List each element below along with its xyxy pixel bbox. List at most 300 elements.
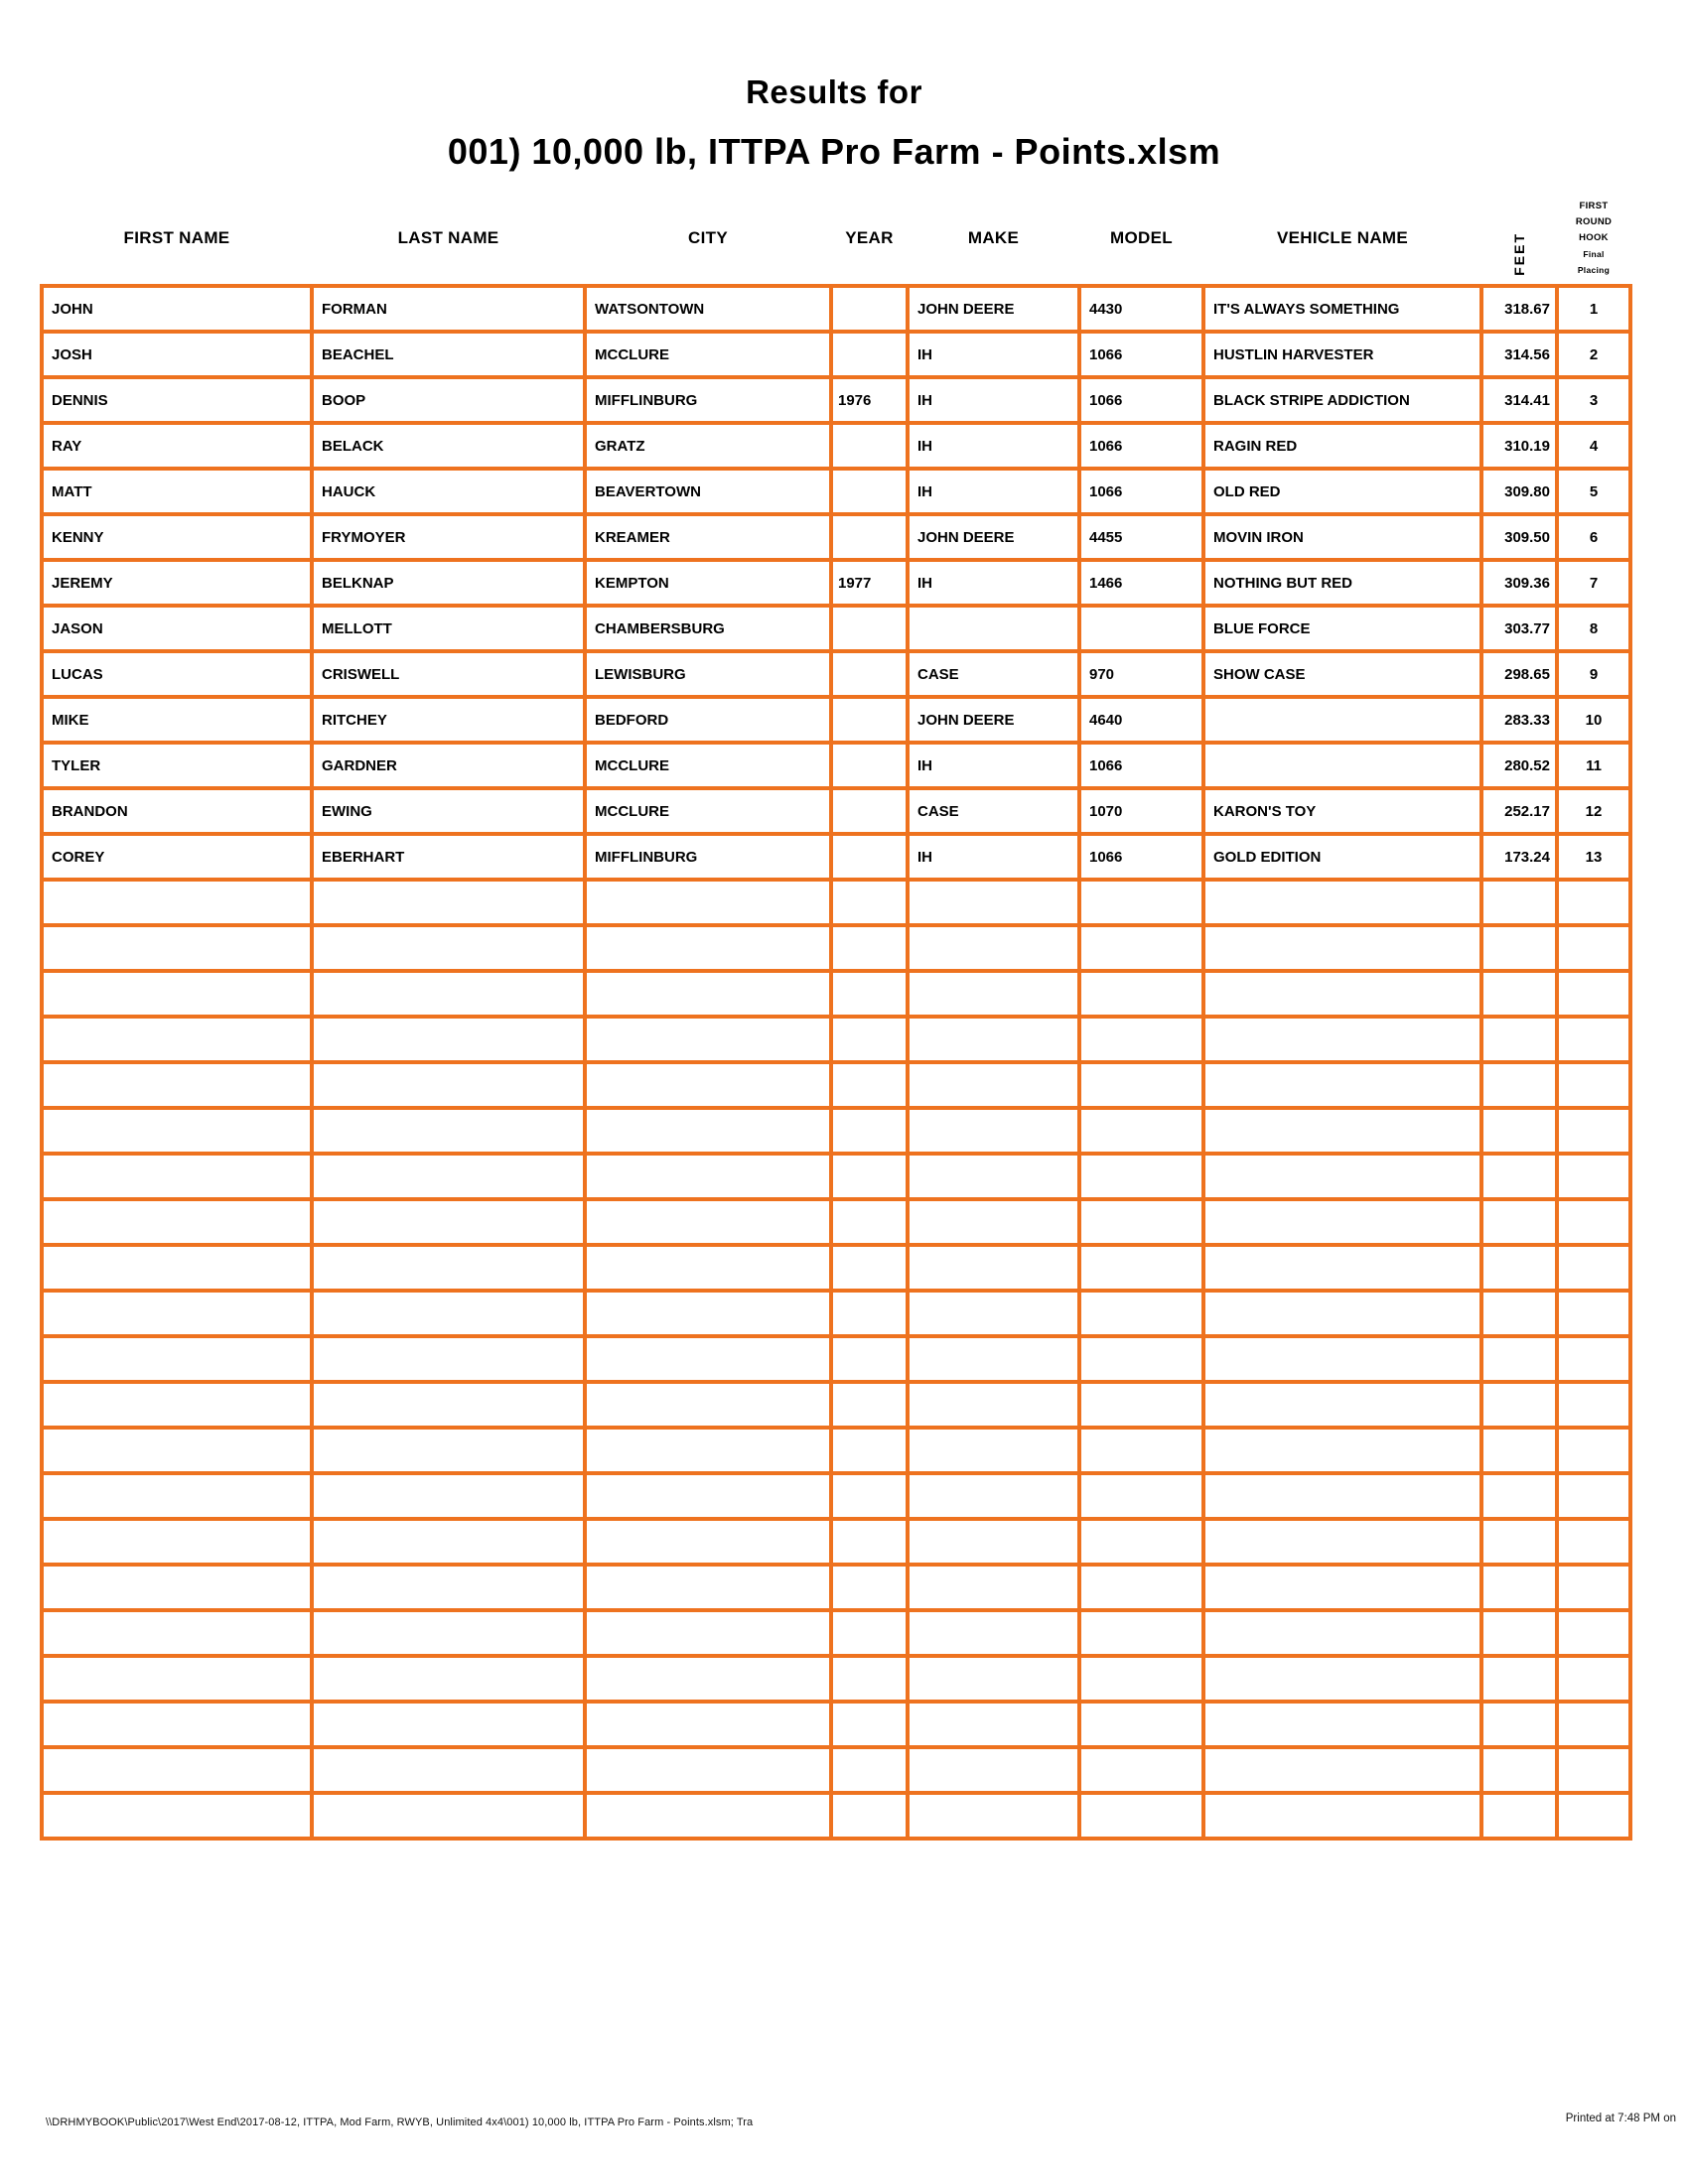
table-row (42, 834, 1630, 880)
placing-header-stack (1557, 199, 1630, 278)
cell-feet: 298.65 (1481, 651, 1557, 697)
cell-city (585, 1291, 831, 1336)
cell-first-name (42, 1565, 312, 1610)
cell-make (908, 1610, 1079, 1656)
cell-vehicle-name: GOLD EDITION (1203, 834, 1481, 880)
cell-last-name (312, 1473, 585, 1519)
feet-header-label: FEET (1511, 232, 1527, 276)
cell-placing (1557, 1291, 1630, 1336)
cell-vehicle-name: IT'S ALWAYS SOMETHING (1203, 286, 1481, 332)
cell-city: MIFFLINBURG (585, 377, 831, 423)
cell-city (585, 1336, 831, 1382)
cell-feet: 309.80 (1481, 469, 1557, 514)
cell-vehicle-name (1203, 1154, 1481, 1199)
cell-city: KREAMER (585, 514, 831, 560)
cell-first-name (42, 1291, 312, 1336)
cell-vehicle-name (1203, 1382, 1481, 1428)
cell-make (908, 971, 1079, 1017)
table-row (42, 377, 1630, 423)
cell-vehicle-name (1203, 880, 1481, 925)
cell-vehicle-name (1203, 1017, 1481, 1062)
cell-feet: 303.77 (1481, 606, 1557, 651)
cell-year (831, 286, 908, 332)
cell-first-name: MIKE (42, 697, 312, 743)
cell-model (1079, 1199, 1203, 1245)
table-row (42, 1473, 1630, 1519)
cell-feet (1481, 1336, 1557, 1382)
cell-model (1079, 1519, 1203, 1565)
table-row (42, 651, 1630, 697)
cell-feet (1481, 1017, 1557, 1062)
cell-vehicle-name (1203, 1473, 1481, 1519)
cell-model (1079, 606, 1203, 651)
cell-year: 1976 (831, 377, 908, 423)
cell-model (1079, 1017, 1203, 1062)
placing-header-line: FIRST (1579, 200, 1609, 211)
cell-last-name (312, 1702, 585, 1747)
cell-last-name (312, 880, 585, 925)
cell-model: 1066 (1079, 743, 1203, 788)
header-make: MAKE (967, 227, 1020, 247)
table-row (42, 697, 1630, 743)
cell-vehicle-name (1203, 1519, 1481, 1565)
cell-last-name: CRISWELL (312, 651, 585, 697)
cell-vehicle-name (1203, 1062, 1481, 1108)
cell-last-name: FORMAN (312, 286, 585, 332)
table-row (42, 1656, 1630, 1702)
cell-placing (1557, 925, 1630, 971)
cell-feet (1481, 1062, 1557, 1108)
cell-vehicle-name (1203, 1199, 1481, 1245)
cell-feet (1481, 1747, 1557, 1793)
cell-last-name (312, 1154, 585, 1199)
cell-city: KEMPTON (585, 560, 831, 606)
cell-year (831, 880, 908, 925)
cell-feet (1481, 1473, 1557, 1519)
cell-placing: 12 (1557, 788, 1630, 834)
table-row (42, 1017, 1630, 1062)
cell-city: BEAVERTOWN (585, 469, 831, 514)
cell-year (831, 1017, 908, 1062)
header-first-name: FIRST NAME (123, 227, 230, 247)
cell-year (831, 1245, 908, 1291)
cell-model: 1070 (1079, 788, 1203, 834)
cell-model: 1066 (1079, 834, 1203, 880)
results-table-body (42, 286, 1630, 1839)
cell-year (831, 1062, 908, 1108)
cell-make: JOHN DEERE (908, 514, 1079, 560)
cell-year (831, 332, 908, 377)
cell-feet (1481, 925, 1557, 971)
table-row (42, 1702, 1630, 1747)
header-feet (1481, 192, 1557, 286)
cell-last-name: EWING (312, 788, 585, 834)
cell-make (908, 1154, 1079, 1199)
cell-year (831, 1656, 908, 1702)
cell-placing (1557, 880, 1630, 925)
cell-feet: 283.33 (1481, 697, 1557, 743)
cell-last-name (312, 925, 585, 971)
cell-first-name (42, 1793, 312, 1839)
header-city: CITY (688, 227, 728, 247)
table-row (42, 1291, 1630, 1336)
cell-year (831, 788, 908, 834)
header-model: MODEL (1110, 227, 1173, 247)
table-row (42, 1382, 1630, 1428)
cell-city: MCCLURE (585, 332, 831, 377)
cell-vehicle-name: SHOW CASE (1203, 651, 1481, 697)
cell-placing (1557, 1199, 1630, 1245)
header-vehicle-name: VEHICLE NAME (1276, 227, 1409, 247)
cell-first-name (42, 1610, 312, 1656)
cell-model (1079, 1747, 1203, 1793)
cell-last-name: RITCHEY (312, 697, 585, 743)
cell-vehicle-name: OLD RED (1203, 469, 1481, 514)
cell-year (831, 1519, 908, 1565)
cell-city (585, 925, 831, 971)
cell-city: WATSONTOWN (585, 286, 831, 332)
cell-vehicle-name (1203, 1565, 1481, 1610)
cell-feet (1481, 1702, 1557, 1747)
table-row (42, 469, 1630, 514)
cell-placing (1557, 971, 1630, 1017)
cell-make (908, 925, 1079, 971)
cell-make (908, 1656, 1079, 1702)
cell-first-name: KENNY (42, 514, 312, 560)
cell-model: 4430 (1079, 286, 1203, 332)
cell-city (585, 880, 831, 925)
cell-vehicle-name (1203, 1428, 1481, 1473)
cell-model (1079, 1382, 1203, 1428)
cell-placing (1557, 1610, 1630, 1656)
cell-placing (1557, 1428, 1630, 1473)
cell-first-name: MATT (42, 469, 312, 514)
cell-city (585, 1382, 831, 1428)
cell-feet (1481, 1154, 1557, 1199)
cell-year (831, 971, 908, 1017)
cell-feet (1481, 1382, 1557, 1428)
cell-city (585, 1565, 831, 1610)
cell-first-name: JOHN (42, 286, 312, 332)
cell-first-name (42, 1428, 312, 1473)
cell-first-name: BRANDON (42, 788, 312, 834)
cell-city (585, 1017, 831, 1062)
page-title: Results for (746, 73, 922, 110)
cell-year (831, 1428, 908, 1473)
cell-first-name (42, 1382, 312, 1428)
cell-last-name: MELLOTT (312, 606, 585, 651)
cell-city: BEDFORD (585, 697, 831, 743)
cell-first-name (42, 1336, 312, 1382)
cell-year (831, 925, 908, 971)
placing-header-line: Final (1583, 248, 1605, 259)
table-header-row (42, 192, 1630, 286)
cell-year (831, 606, 908, 651)
cell-make (908, 1336, 1079, 1382)
cell-model (1079, 1428, 1203, 1473)
cell-placing (1557, 1656, 1630, 1702)
cell-make (908, 1245, 1079, 1291)
cell-last-name: BELKNAP (312, 560, 585, 606)
cell-year (831, 1747, 908, 1793)
cell-placing: 4 (1557, 423, 1630, 469)
cell-placing: 3 (1557, 377, 1630, 423)
cell-make: JOHN DEERE (908, 286, 1079, 332)
table-row (42, 1154, 1630, 1199)
cell-model (1079, 1062, 1203, 1108)
cell-vehicle-name: HUSTLIN HARVESTER (1203, 332, 1481, 377)
cell-feet: 318.67 (1481, 286, 1557, 332)
cell-placing: 1 (1557, 286, 1630, 332)
cell-first-name (42, 925, 312, 971)
cell-make (908, 1382, 1079, 1428)
cell-year (831, 743, 908, 788)
footer-file-path: \\DRHMYBOOK\Public\2017\West End\2017-08-12, ITTPA, Mod Farm, RWYB, Unlimited 4x4\001) 10,000 lb, ITTPA Pro Farm - Points.xlsm; Tra (46, 2116, 754, 2128)
cell-vehicle-name (1203, 1702, 1481, 1747)
cell-last-name (312, 1747, 585, 1793)
table-row (42, 1793, 1630, 1839)
cell-make: CASE (908, 651, 1079, 697)
cell-last-name (312, 971, 585, 1017)
cell-make (908, 1017, 1079, 1062)
cell-last-name: FRYMOYER (312, 514, 585, 560)
table-row (42, 1245, 1630, 1291)
cell-last-name: EBERHART (312, 834, 585, 880)
cell-year (831, 697, 908, 743)
cell-last-name (312, 1428, 585, 1473)
cell-city (585, 1702, 831, 1747)
cell-make (908, 1565, 1079, 1610)
cell-feet: 314.41 (1481, 377, 1557, 423)
cell-placing: 9 (1557, 651, 1630, 697)
cell-make: IH (908, 377, 1079, 423)
cell-placing: 5 (1557, 469, 1630, 514)
cell-last-name (312, 1656, 585, 1702)
cell-vehicle-name (1203, 1108, 1481, 1154)
cell-year (831, 1382, 908, 1428)
cell-city (585, 1473, 831, 1519)
cell-placing (1557, 1793, 1630, 1839)
cell-vehicle-name: BLACK STRIPE ADDICTION (1203, 377, 1481, 423)
cell-feet (1481, 1565, 1557, 1610)
cell-first-name (42, 1154, 312, 1199)
cell-make (908, 1473, 1079, 1519)
cell-model (1079, 1336, 1203, 1382)
cell-year (831, 1793, 908, 1839)
cell-first-name (42, 1108, 312, 1154)
table-row (42, 1199, 1630, 1245)
cell-city: MIFFLINBURG (585, 834, 831, 880)
cell-feet: 252.17 (1481, 788, 1557, 834)
cell-last-name: BELACK (312, 423, 585, 469)
cell-feet: 309.50 (1481, 514, 1557, 560)
cell-city: MCCLURE (585, 788, 831, 834)
cell-placing: 2 (1557, 332, 1630, 377)
cell-first-name (42, 1017, 312, 1062)
cell-placing (1557, 1565, 1630, 1610)
cell-placing: 7 (1557, 560, 1630, 606)
header-year: YEAR (845, 227, 894, 247)
table-row (42, 1610, 1630, 1656)
cell-city: MCCLURE (585, 743, 831, 788)
cell-year (831, 834, 908, 880)
cell-city (585, 1199, 831, 1245)
cell-placing (1557, 1154, 1630, 1199)
table-row (42, 286, 1630, 332)
cell-vehicle-name (1203, 1793, 1481, 1839)
cell-placing (1557, 1108, 1630, 1154)
cell-year (831, 1199, 908, 1245)
cell-feet (1481, 1656, 1557, 1702)
table-row (42, 332, 1630, 377)
cell-first-name: JOSH (42, 332, 312, 377)
cell-feet (1481, 971, 1557, 1017)
cell-make: IH (908, 469, 1079, 514)
cell-last-name (312, 1336, 585, 1382)
cell-model (1079, 880, 1203, 925)
cell-feet: 310.19 (1481, 423, 1557, 469)
cell-last-name (312, 1245, 585, 1291)
cell-make: CASE (908, 788, 1079, 834)
cell-first-name: LUCAS (42, 651, 312, 697)
cell-model: 1066 (1079, 332, 1203, 377)
cell-placing (1557, 1245, 1630, 1291)
cell-first-name: TYLER (42, 743, 312, 788)
cell-last-name (312, 1291, 585, 1336)
cell-model: 1066 (1079, 423, 1203, 469)
cell-first-name (42, 1656, 312, 1702)
cell-year (831, 1565, 908, 1610)
cell-year (831, 1291, 908, 1336)
cell-feet (1481, 1428, 1557, 1473)
cell-model: 1066 (1079, 377, 1203, 423)
table-row (42, 1565, 1630, 1610)
cell-make: IH (908, 423, 1079, 469)
cell-placing: 11 (1557, 743, 1630, 788)
cell-vehicle-name (1203, 1747, 1481, 1793)
results-table (40, 192, 1632, 1841)
cell-city: LEWISBURG (585, 651, 831, 697)
cell-placing (1557, 1382, 1630, 1428)
cell-city (585, 1062, 831, 1108)
table-row (42, 560, 1630, 606)
cell-first-name: RAY (42, 423, 312, 469)
cell-vehicle-name: NOTHING BUT RED (1203, 560, 1481, 606)
cell-last-name: GARDNER (312, 743, 585, 788)
cell-model (1079, 1656, 1203, 1702)
cell-make (908, 1199, 1079, 1245)
cell-placing: 13 (1557, 834, 1630, 880)
cell-model: 970 (1079, 651, 1203, 697)
table-row (42, 743, 1630, 788)
file-title: 001) 10,000 lb, ITTPA Pro Farm - Points.xlsm (447, 131, 1221, 172)
cell-vehicle-name: KARON'S TOY (1203, 788, 1481, 834)
cell-vehicle-name (1203, 697, 1481, 743)
cell-first-name: DENNIS (42, 377, 312, 423)
cell-placing: 8 (1557, 606, 1630, 651)
table-row (42, 1519, 1630, 1565)
cell-first-name (42, 1702, 312, 1747)
cell-model: 1466 (1079, 560, 1203, 606)
cell-city (585, 1245, 831, 1291)
cell-first-name (42, 1245, 312, 1291)
cell-make (908, 1702, 1079, 1747)
table-row (42, 514, 1630, 560)
table-row (42, 1062, 1630, 1108)
cell-first-name (42, 971, 312, 1017)
cell-year (831, 1702, 908, 1747)
cell-model (1079, 1291, 1203, 1336)
cell-year (831, 651, 908, 697)
cell-year (831, 1610, 908, 1656)
cell-last-name (312, 1793, 585, 1839)
placing-header-line: HOOK (1579, 231, 1609, 243)
cell-last-name (312, 1062, 585, 1108)
table-row (42, 1336, 1630, 1382)
cell-placing (1557, 1473, 1630, 1519)
cell-make (908, 1428, 1079, 1473)
cell-model (1079, 1108, 1203, 1154)
cell-year (831, 1473, 908, 1519)
placing-header-line: ROUND (1575, 215, 1613, 227)
cell-first-name (42, 1473, 312, 1519)
table-row (42, 606, 1630, 651)
cell-first-name: COREY (42, 834, 312, 880)
cell-model (1079, 1610, 1203, 1656)
cell-placing (1557, 1747, 1630, 1793)
cell-city (585, 1428, 831, 1473)
cell-first-name (42, 880, 312, 925)
cell-city (585, 1154, 831, 1199)
cell-last-name (312, 1382, 585, 1428)
footer-printed-time: Printed at 7:48 PM on (1565, 2113, 1676, 2124)
table-row (42, 788, 1630, 834)
cell-year: 1977 (831, 560, 908, 606)
header-placing (1557, 192, 1630, 286)
cell-vehicle-name (1203, 1656, 1481, 1702)
cell-year (831, 423, 908, 469)
cell-last-name (312, 1519, 585, 1565)
cell-year (831, 1108, 908, 1154)
cell-first-name (42, 1747, 312, 1793)
cell-make (908, 1291, 1079, 1336)
table-row (42, 925, 1630, 971)
cell-model (1079, 1245, 1203, 1291)
cell-feet (1481, 1519, 1557, 1565)
cell-city (585, 971, 831, 1017)
cell-make (908, 1747, 1079, 1793)
cell-feet: 309.36 (1481, 560, 1557, 606)
cell-placing (1557, 1336, 1630, 1382)
cell-model (1079, 971, 1203, 1017)
table-row (42, 880, 1630, 925)
cell-placing (1557, 1519, 1630, 1565)
cell-feet: 314.56 (1481, 332, 1557, 377)
cell-year (831, 514, 908, 560)
cell-city (585, 1610, 831, 1656)
cell-vehicle-name (1203, 743, 1481, 788)
table-row (42, 1428, 1630, 1473)
cell-city (585, 1656, 831, 1702)
cell-model (1079, 1565, 1203, 1610)
cell-model (1079, 1154, 1203, 1199)
cell-first-name (42, 1062, 312, 1108)
cell-vehicle-name (1203, 1336, 1481, 1382)
cell-model (1079, 1473, 1203, 1519)
table-row (42, 423, 1630, 469)
cell-last-name (312, 1565, 585, 1610)
cell-first-name (42, 1199, 312, 1245)
